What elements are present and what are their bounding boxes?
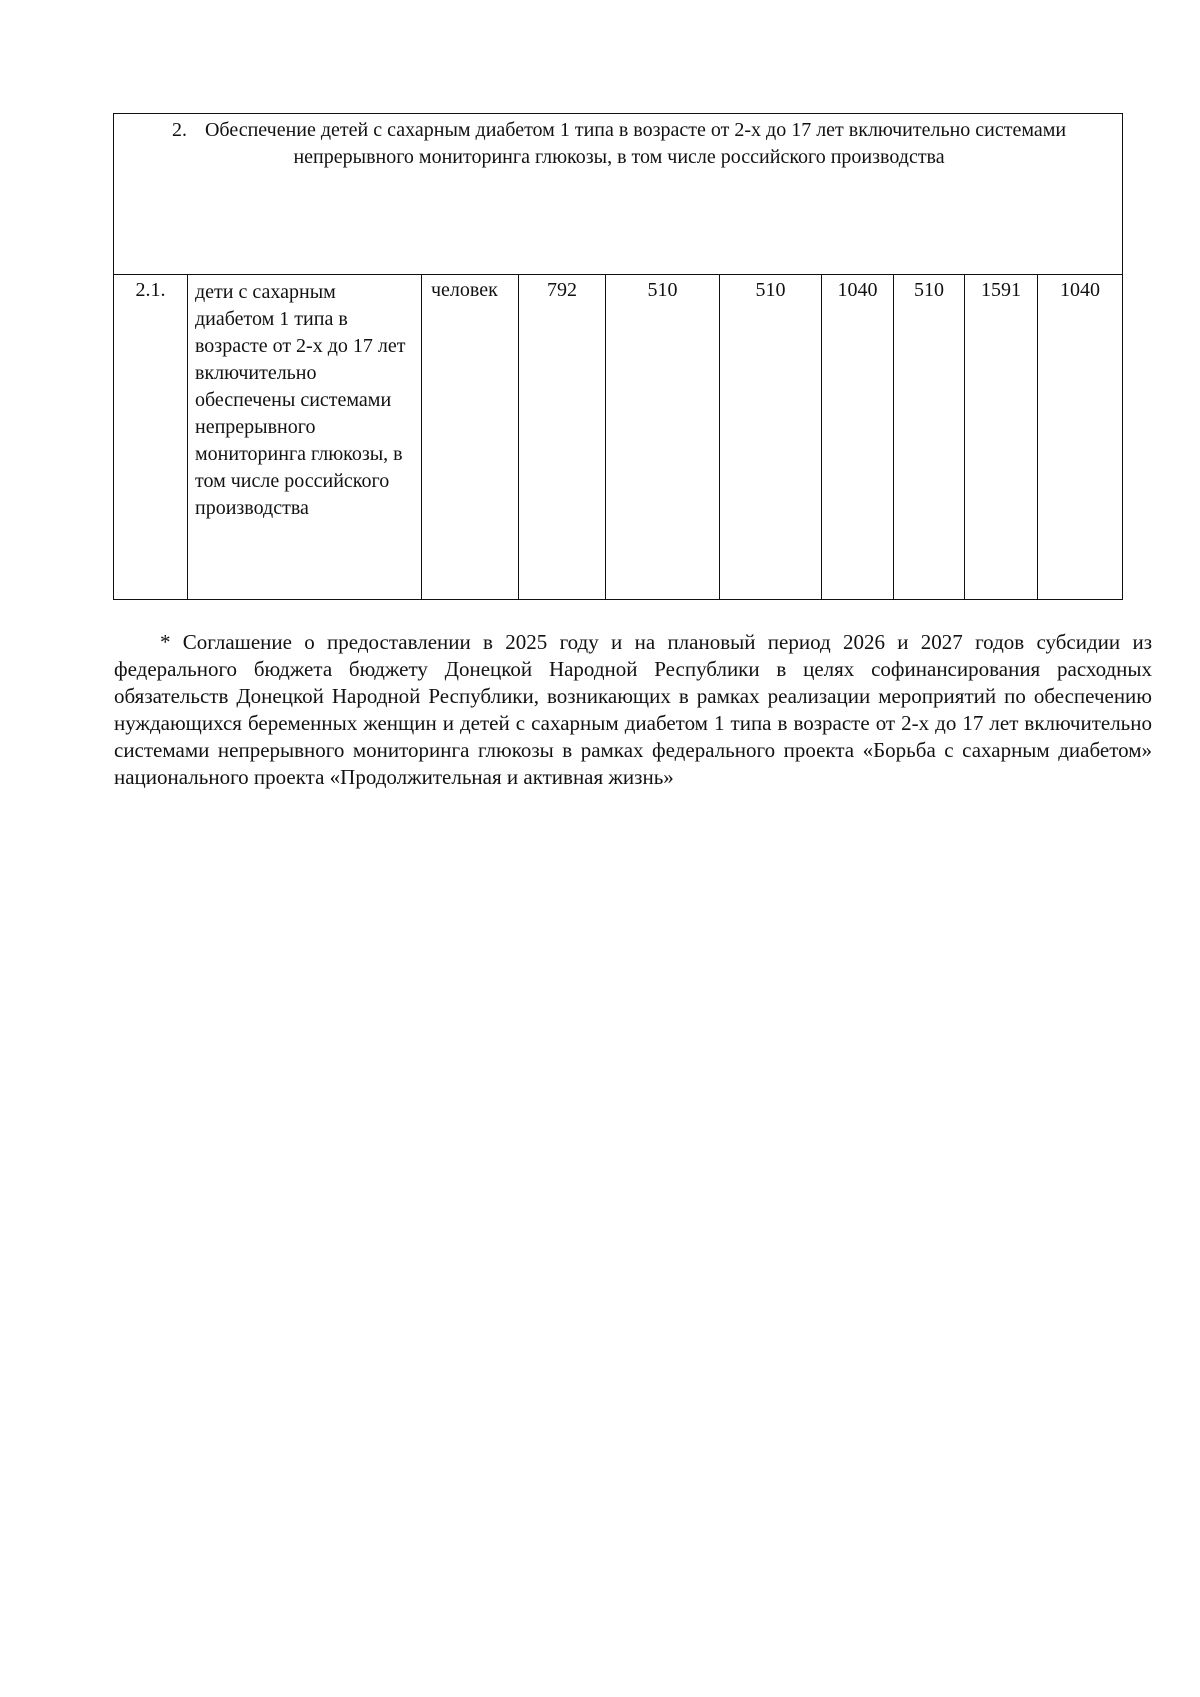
value-cell-3: 510: [720, 275, 822, 600]
indicator-name: дети с сахарным диабетом 1 типа в возрасте от 2-х до 17 лет включительно обеспечены системами непрерывного мониторинга глюкозы, в том числе российского производства: [188, 275, 422, 600]
row-number: 2.1.: [114, 275, 188, 600]
section-row: [114, 114, 1123, 275]
section-title: Обеспечение детей с сахарным диабетом 1 типа в возрасте от 2-х до 17 лет включительно системами непрерывного мониторинга глюкозы, в том числе российского производства: [204, 119, 1067, 168]
value-cell-6: 1591: [965, 275, 1038, 600]
unit-of-measure: человек: [422, 275, 519, 600]
value-cell-7: 1040: [1038, 275, 1123, 600]
value-cell-5: 510: [894, 275, 965, 600]
value-cell-4: 1040: [822, 275, 894, 600]
footnote-text: * Соглашение о предоставлении в 2025 году и на плановый период 2026 и 2027 годов субсидии из федерального бюджета бюджету Донецкой Народной Республики в целях софинансирования расходных обязательств Донецкой Народной Республики, возникающих в рамках реализации мероприятий по обеспечению нуждающихся беременных женщин и детей с сахарным диабетом 1 типа в возрасте от 2-х до 17 лет включительно системами непрерывного мониторинга глюкозы в рамках федерального проекта «Борьба с сахарным диабетом» национального проекта «Продолжительная и активная жизнь»: [114, 630, 1152, 789]
indicators-table: [113, 113, 1123, 600]
value-cell-2: 510: [606, 275, 720, 600]
table-row: [114, 275, 1123, 600]
section-header-cell: [114, 114, 1123, 275]
section-number: 2.: [171, 119, 187, 141]
value-cell-1: 792: [519, 275, 606, 600]
